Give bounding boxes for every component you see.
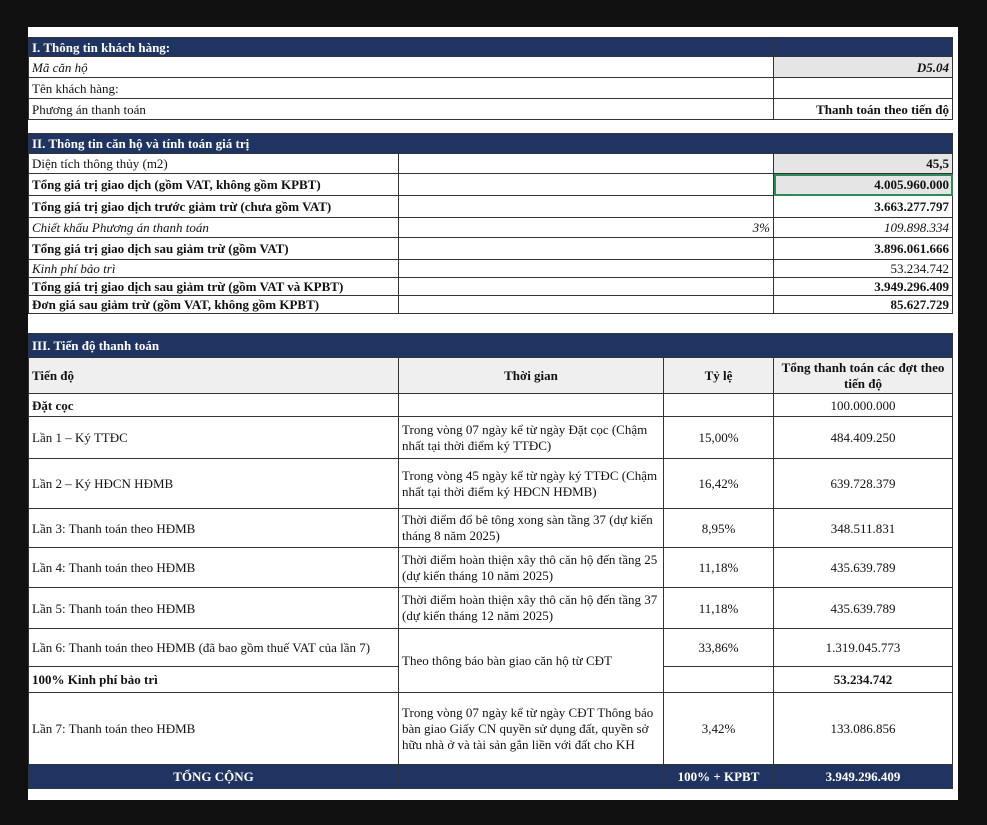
table-row xyxy=(29,459,953,509)
deposit-amount[interactable]: 100.000.000 xyxy=(774,394,953,417)
ratio-cell[interactable]: 3,42% xyxy=(664,693,774,765)
customer-info-table xyxy=(28,37,953,120)
apartment-code-label[interactable]: Mã căn hộ xyxy=(29,57,774,78)
amount-cell[interactable]: 484.409.250 xyxy=(774,417,953,459)
payment-plan-label[interactable]: Phương án thanh toán xyxy=(29,99,774,120)
amount-cell[interactable]: 1.319.045.773 xyxy=(774,629,953,667)
total-ratio[interactable]: 100% + KPBT xyxy=(664,765,774,789)
amount-cell[interactable]: 435.639.789 xyxy=(774,588,953,629)
table-row xyxy=(29,417,953,459)
amount-cell[interactable]: 133.086.856 xyxy=(774,693,953,765)
payment-schedule-table xyxy=(28,333,953,789)
table-row xyxy=(29,588,953,629)
table-row xyxy=(29,693,953,765)
time-cell[interactable]: Theo thông báo bàn giao căn hộ từ CĐT xyxy=(399,629,664,693)
header-amount: Tổng thanh toán các đợt theo tiến độ xyxy=(774,358,953,394)
ratio-cell[interactable]: 16,42% xyxy=(664,459,774,509)
apartment-code-value[interactable]: D5.04 xyxy=(774,57,953,78)
time-cell[interactable]: Thời điểm hoàn thiện xây thô căn hộ đến tầng 25 (dự kiến tháng 10 năm 2025) xyxy=(399,548,664,588)
ratio-cell[interactable]: 15,00% xyxy=(664,417,774,459)
customer-name-value[interactable] xyxy=(774,78,953,99)
maintenance-fee-label[interactable]: Kinh phí bảo trì xyxy=(29,260,399,278)
time-cell[interactable]: Thời điểm đổ bê tông xong sàn tầng 37 (dự kiến tháng 8 năm 2025) xyxy=(399,509,664,548)
total-value-label[interactable]: Tổng giá trị giao dịch (gồm VAT, không gồm KPBT) xyxy=(29,174,399,196)
unit-price-label[interactable]: Đơn giá sau giảm trừ (gồm VAT, không gồm KPBT) xyxy=(29,296,399,314)
ratio-cell[interactable]: 11,18% xyxy=(664,588,774,629)
amount-cell[interactable]: 639.728.379 xyxy=(774,459,953,509)
section2-title: II. Thông tin căn hộ và tính toán giá trị xyxy=(29,134,953,154)
stage-cell[interactable]: Lần 3: Thanh toán theo HĐMB xyxy=(29,509,399,548)
discount-rate[interactable]: 3% xyxy=(399,218,774,238)
maintenance-fee-value[interactable]: 53.234.742 xyxy=(774,260,953,278)
header-stage: Tiến độ xyxy=(29,358,399,394)
amount-cell[interactable]: 53.234.742 xyxy=(774,667,953,693)
total-with-kpbt-value[interactable]: 3.949.296.409 xyxy=(774,278,953,296)
ratio-cell[interactable]: 11,18% xyxy=(664,548,774,588)
stage-cell[interactable]: Lần 4: Thanh toán theo HĐMB xyxy=(29,548,399,588)
time-cell[interactable]: Thời điểm hoàn thiện xây thô căn hộ đến tầng 37 (dự kiến tháng 12 năm 2025) xyxy=(399,588,664,629)
ratio-cell[interactable]: 33,86% xyxy=(664,629,774,667)
post-discount-value[interactable]: 3.896.061.666 xyxy=(774,238,953,260)
header-time: Thời gian xyxy=(399,358,664,394)
total-with-kpbt-label[interactable]: Tổng giá trị giao dịch sau giảm trừ (gồm VAT và KPBT) xyxy=(29,278,399,296)
stage-cell[interactable]: Lần 2 – Ký HĐCN HĐMB xyxy=(29,459,399,509)
total-amount[interactable]: 3.949.296.409 xyxy=(774,765,953,789)
table-row xyxy=(29,548,953,588)
unit-price-value[interactable]: 85.627.729 xyxy=(774,296,953,314)
header-ratio: Tỷ lệ xyxy=(664,358,774,394)
time-cell[interactable]: Trong vòng 07 ngày kể từ ngày Đặt cọc (Chậm nhất tại thời điểm ký TTĐC) xyxy=(399,417,664,459)
total-label[interactable]: TỔNG CỘNG xyxy=(29,765,399,789)
area-value[interactable]: 45,5 xyxy=(774,154,953,174)
post-discount-label[interactable]: Tổng giá trị giao dịch sau giảm trừ (gồm VAT) xyxy=(29,238,399,260)
time-cell[interactable]: Trong vòng 45 ngày kể từ ngày ký TTĐC (Chậm nhất tại thời điểm ký HĐCN HĐMB) xyxy=(399,459,664,509)
table-row xyxy=(29,629,953,667)
deposit-stage[interactable]: Đặt cọc xyxy=(29,394,399,417)
discount-value[interactable]: 109.898.334 xyxy=(774,218,953,238)
spreadsheet xyxy=(28,27,958,800)
total-value-cell[interactable]: 4.005.960.000 xyxy=(774,174,953,196)
stage-cell[interactable]: Lần 1 – Ký TTĐC xyxy=(29,417,399,459)
section3-title: III. Tiến độ thanh toán xyxy=(29,334,953,358)
stage-cell[interactable]: Lần 5: Thanh toán theo HĐMB xyxy=(29,588,399,629)
pre-discount-value[interactable]: 3.663.277.797 xyxy=(774,196,953,218)
table-row xyxy=(29,509,953,548)
stage-cell[interactable]: Lần 7: Thanh toán theo HĐMB xyxy=(29,693,399,765)
valuation-table xyxy=(28,133,953,314)
amount-cell[interactable]: 348.511.831 xyxy=(774,509,953,548)
section1-title: I. Thông tin khách hàng: xyxy=(29,38,774,57)
ratio-cell[interactable]: 8,95% xyxy=(664,509,774,548)
time-cell[interactable]: Trong vòng 07 ngày kể từ ngày CĐT Thông báo bàn giao Giấy CN quyền sử dụng đất, quyền sở hữu nhà ở và tài sản gắn liền với đất cho KH xyxy=(399,693,664,765)
customer-name-label[interactable]: Tên khách hàng: xyxy=(29,78,774,99)
area-label[interactable]: Diện tích thông thủy (m2) xyxy=(29,154,399,174)
discount-label[interactable]: Chiết khấu Phương án thanh toán xyxy=(29,218,399,238)
stage-cell[interactable]: Lần 6: Thanh toán theo HĐMB (đã bao gồm thuế VAT của lần 7) xyxy=(29,629,399,667)
stage-cell[interactable]: 100% Kinh phí bảo trì xyxy=(29,667,399,693)
payment-plan-value[interactable]: Thanh toán theo tiến độ xyxy=(774,99,953,120)
pre-discount-label[interactable]: Tổng giá trị giao dịch trước giảm trừ (chưa gồm VAT) xyxy=(29,196,399,218)
amount-cell[interactable]: 435.639.789 xyxy=(774,548,953,588)
